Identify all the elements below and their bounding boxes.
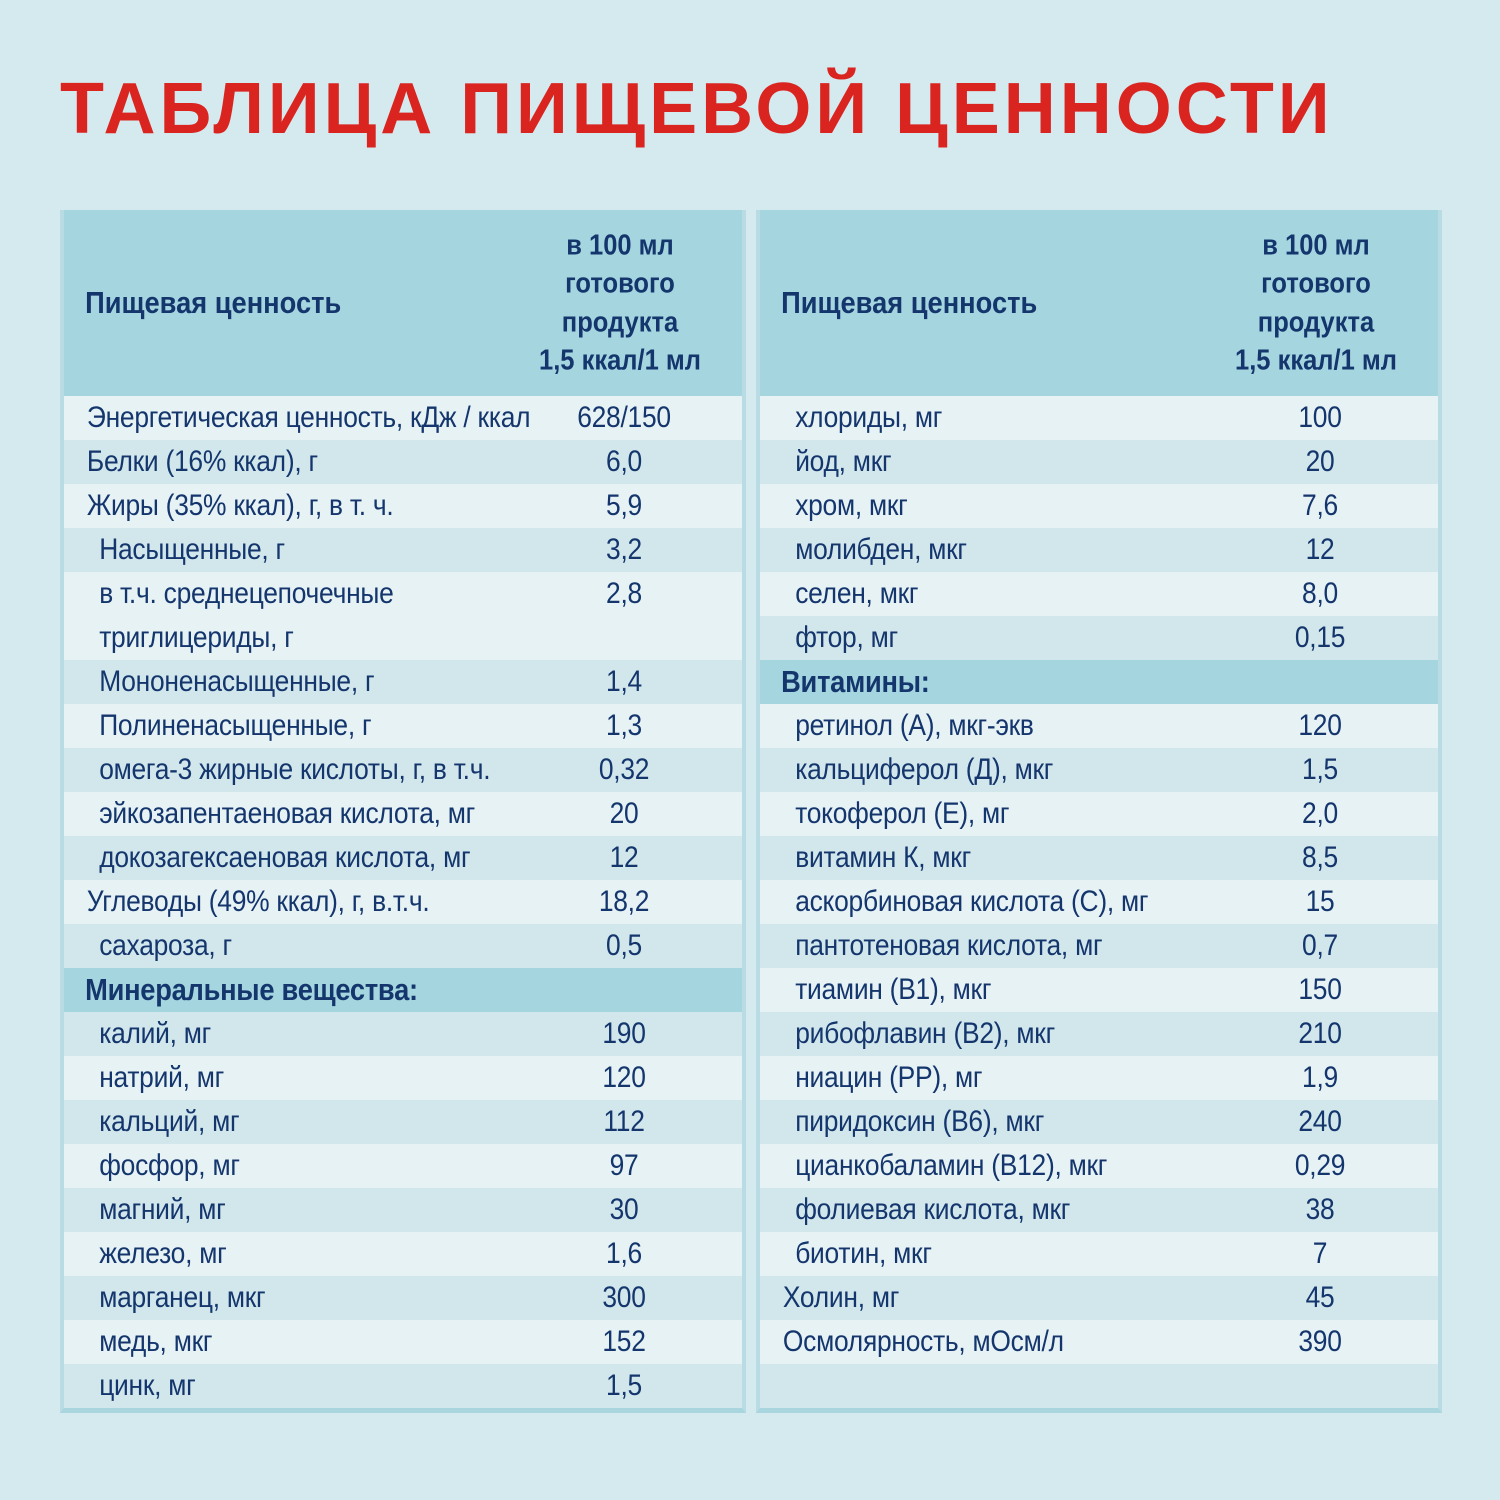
- table-row: [760, 792, 1438, 836]
- row-value: 15: [1305, 885, 1335, 918]
- row-value: 2,0: [1302, 797, 1338, 830]
- table-row: [64, 704, 742, 748]
- table-row: [760, 1144, 1438, 1188]
- table-row: [64, 1232, 742, 1276]
- row-label: Полиненасыщенные, г: [99, 709, 372, 742]
- row-value: 7: [1312, 1237, 1328, 1270]
- spacer-row: [760, 1364, 1438, 1408]
- nutrition-table-left: [60, 210, 746, 1413]
- table-row: [64, 572, 742, 660]
- row-label: Белки (16% ккал), г: [86, 445, 318, 478]
- table-header: [760, 210, 1438, 396]
- row-value: 38: [1305, 1193, 1335, 1226]
- table-row: [760, 528, 1438, 572]
- row-label: ретинол (А), мкг-экв: [795, 709, 1034, 742]
- table-row: [64, 880, 742, 924]
- row-value: 120: [602, 1061, 646, 1094]
- table-row: [760, 484, 1438, 528]
- row-value: 1,9: [1302, 1061, 1338, 1094]
- row-value: 628/150: [577, 401, 671, 434]
- table-row: [760, 748, 1438, 792]
- row-value: 100: [1298, 401, 1342, 434]
- table-row: [760, 968, 1438, 1012]
- page-title: ТАБЛИЦА ПИЩЕВОЙ ЦЕННОСТИ: [60, 69, 1334, 149]
- row-value: 20: [1305, 445, 1335, 478]
- row-label: Минеральные вещества:: [85, 972, 418, 1007]
- row-label: цинк, мг: [99, 1369, 196, 1402]
- table-row: [760, 1232, 1438, 1276]
- row-value: 1,4: [606, 665, 642, 698]
- table-row: [760, 572, 1438, 616]
- row-value: 112: [603, 1105, 645, 1138]
- row-label: докозагексаеновая кислота, мг: [99, 841, 471, 874]
- row-value: 3,2: [606, 533, 642, 566]
- row-label: Жиры (35% ккал), г, в т. ч.: [86, 489, 394, 522]
- table-row: [64, 660, 742, 704]
- row-label: натрий, мг: [99, 1061, 224, 1094]
- table-body: [760, 396, 1438, 1408]
- row-label: фосфор, мг: [99, 1149, 240, 1182]
- row-value: 1,5: [1302, 753, 1338, 786]
- row-label: пиридоксин (В6), мкг: [795, 1105, 1045, 1138]
- row-label: магний, мг: [99, 1193, 226, 1226]
- row-value: 0,15: [1294, 621, 1346, 654]
- row-value: 150: [1298, 973, 1342, 1006]
- row-value: 7,6: [1302, 489, 1338, 522]
- row-value: 1,3: [606, 709, 642, 742]
- row-value: 0,7: [1302, 929, 1338, 962]
- table-row: [64, 836, 742, 880]
- row-label: Холин, мг: [782, 1281, 900, 1314]
- row-label: аскорбиновая кислота (С), мг: [795, 885, 1149, 918]
- column-header-nutrient: Пищевая ценность: [85, 285, 342, 320]
- row-label: Витамины:: [781, 664, 930, 699]
- row-label: токоферол (Е), мг: [795, 797, 1010, 830]
- table-row: [64, 528, 742, 572]
- row-label: эйкозапентаеновая кислота, мг: [99, 797, 476, 830]
- table-header: [64, 210, 742, 396]
- row-label: Осмолярность, мОсм/л: [782, 1325, 1064, 1358]
- table-row: [64, 1012, 742, 1056]
- column-header-amount: в 100 мл готового продукта 1,5 ккал/1 мл: [538, 229, 701, 377]
- table-row: [760, 1276, 1438, 1320]
- table-row: [64, 924, 742, 968]
- table-row: [760, 1012, 1438, 1056]
- table-row: [64, 1320, 742, 1364]
- row-label: хром, мкг: [795, 489, 908, 522]
- table-row: [64, 1364, 742, 1408]
- table-row: [760, 880, 1438, 924]
- table-row: [760, 1188, 1438, 1232]
- row-value: 210: [1298, 1017, 1342, 1050]
- table-row: [760, 836, 1438, 880]
- row-value: 97: [609, 1149, 639, 1182]
- row-value: 45: [1305, 1281, 1335, 1314]
- table-row: [760, 924, 1438, 968]
- row-label: Мононенасыщенные, г: [99, 665, 375, 698]
- table-row: [64, 1276, 742, 1320]
- section-header-row: [760, 660, 1438, 704]
- row-value: 0,29: [1294, 1149, 1346, 1182]
- row-value: 1,5: [606, 1369, 642, 1402]
- table-row: [760, 616, 1438, 660]
- row-label: кальциферол (Д), мкг: [795, 753, 1054, 786]
- row-value: 2,8: [606, 577, 642, 610]
- row-value: 12: [609, 841, 639, 874]
- row-value: 1,6: [606, 1237, 642, 1270]
- row-value: 12: [1305, 533, 1335, 566]
- table-row: [64, 1188, 742, 1232]
- row-value: 8,5: [1302, 841, 1338, 874]
- table-body: [64, 396, 742, 1408]
- row-value: 5,9: [606, 489, 642, 522]
- table-row: [760, 440, 1438, 484]
- table-row: [64, 1100, 742, 1144]
- table-row: [760, 1320, 1438, 1364]
- table-row: [64, 1056, 742, 1100]
- row-value: 240: [1298, 1105, 1342, 1138]
- row-value: 18,2: [598, 885, 650, 918]
- row-value: 30: [609, 1193, 639, 1226]
- table-row: [760, 396, 1438, 440]
- row-label: витамин К, мкг: [795, 841, 971, 874]
- row-label: молибден, мкг: [795, 533, 967, 566]
- section-header-row: [64, 968, 742, 1012]
- row-label: Энергетическая ценность, кДж / ккал: [86, 401, 531, 434]
- row-label: тиамин (В1), мкг: [795, 973, 992, 1006]
- row-value: 190: [602, 1017, 646, 1050]
- row-label: пантотеновая кислота, мг: [795, 929, 1103, 962]
- row-label: в т.ч. среднецепочечные триглицериды, г: [99, 577, 394, 654]
- table-row: [64, 484, 742, 528]
- table-row: [64, 792, 742, 836]
- row-label: фолиевая кислота, мкг: [795, 1193, 1071, 1226]
- table-row: [64, 440, 742, 484]
- row-label: хлориды, мг: [795, 401, 943, 434]
- row-label: биотин, мкг: [795, 1237, 932, 1270]
- row-label: кальций, мг: [99, 1105, 240, 1138]
- row-label: ниацин (РР), мг: [795, 1061, 983, 1094]
- row-value: 390: [1298, 1325, 1342, 1358]
- row-label: цианкобаламин (В12), мкг: [795, 1149, 1108, 1182]
- table-row: [64, 748, 742, 792]
- row-label: Углеводы (49% ккал), г, в.т.ч.: [86, 885, 430, 918]
- row-label: йод, мкг: [795, 445, 892, 478]
- row-value: 6,0: [606, 445, 642, 478]
- row-label: Насыщенные, г: [99, 533, 285, 566]
- row-label: фтор, мг: [795, 621, 898, 654]
- row-value: 0,32: [598, 753, 650, 786]
- row-label: омега-3 жирные кислоты, г, в т.ч.: [99, 753, 491, 786]
- row-value: 152: [602, 1325, 646, 1358]
- row-value: 120: [1298, 709, 1342, 742]
- table-row: [64, 1144, 742, 1188]
- row-label: марганец, мкг: [99, 1281, 266, 1314]
- nutrition-tables: [60, 210, 1442, 1413]
- table-row: [760, 1056, 1438, 1100]
- table-row: [64, 396, 742, 440]
- row-value: 8,0: [1302, 577, 1338, 610]
- row-label: сахароза, г: [99, 929, 232, 962]
- row-label: калий, мг: [99, 1017, 211, 1050]
- row-value: 300: [602, 1281, 646, 1314]
- row-value: 0,5: [606, 929, 642, 962]
- nutrition-table-right: [756, 210, 1442, 1413]
- row-label: медь, мкг: [99, 1325, 213, 1358]
- row-label: рибофлавин (В2), мкг: [795, 1017, 1055, 1050]
- row-value: 20: [609, 797, 639, 830]
- row-label: селен, мкг: [795, 577, 919, 610]
- table-row: [760, 704, 1438, 748]
- table-row: [760, 1100, 1438, 1144]
- column-header-nutrient: Пищевая ценность: [781, 285, 1038, 320]
- column-header-amount: в 100 мл готового продукта 1,5 ккал/1 мл: [1234, 229, 1397, 377]
- row-label: железо, мг: [99, 1237, 227, 1270]
